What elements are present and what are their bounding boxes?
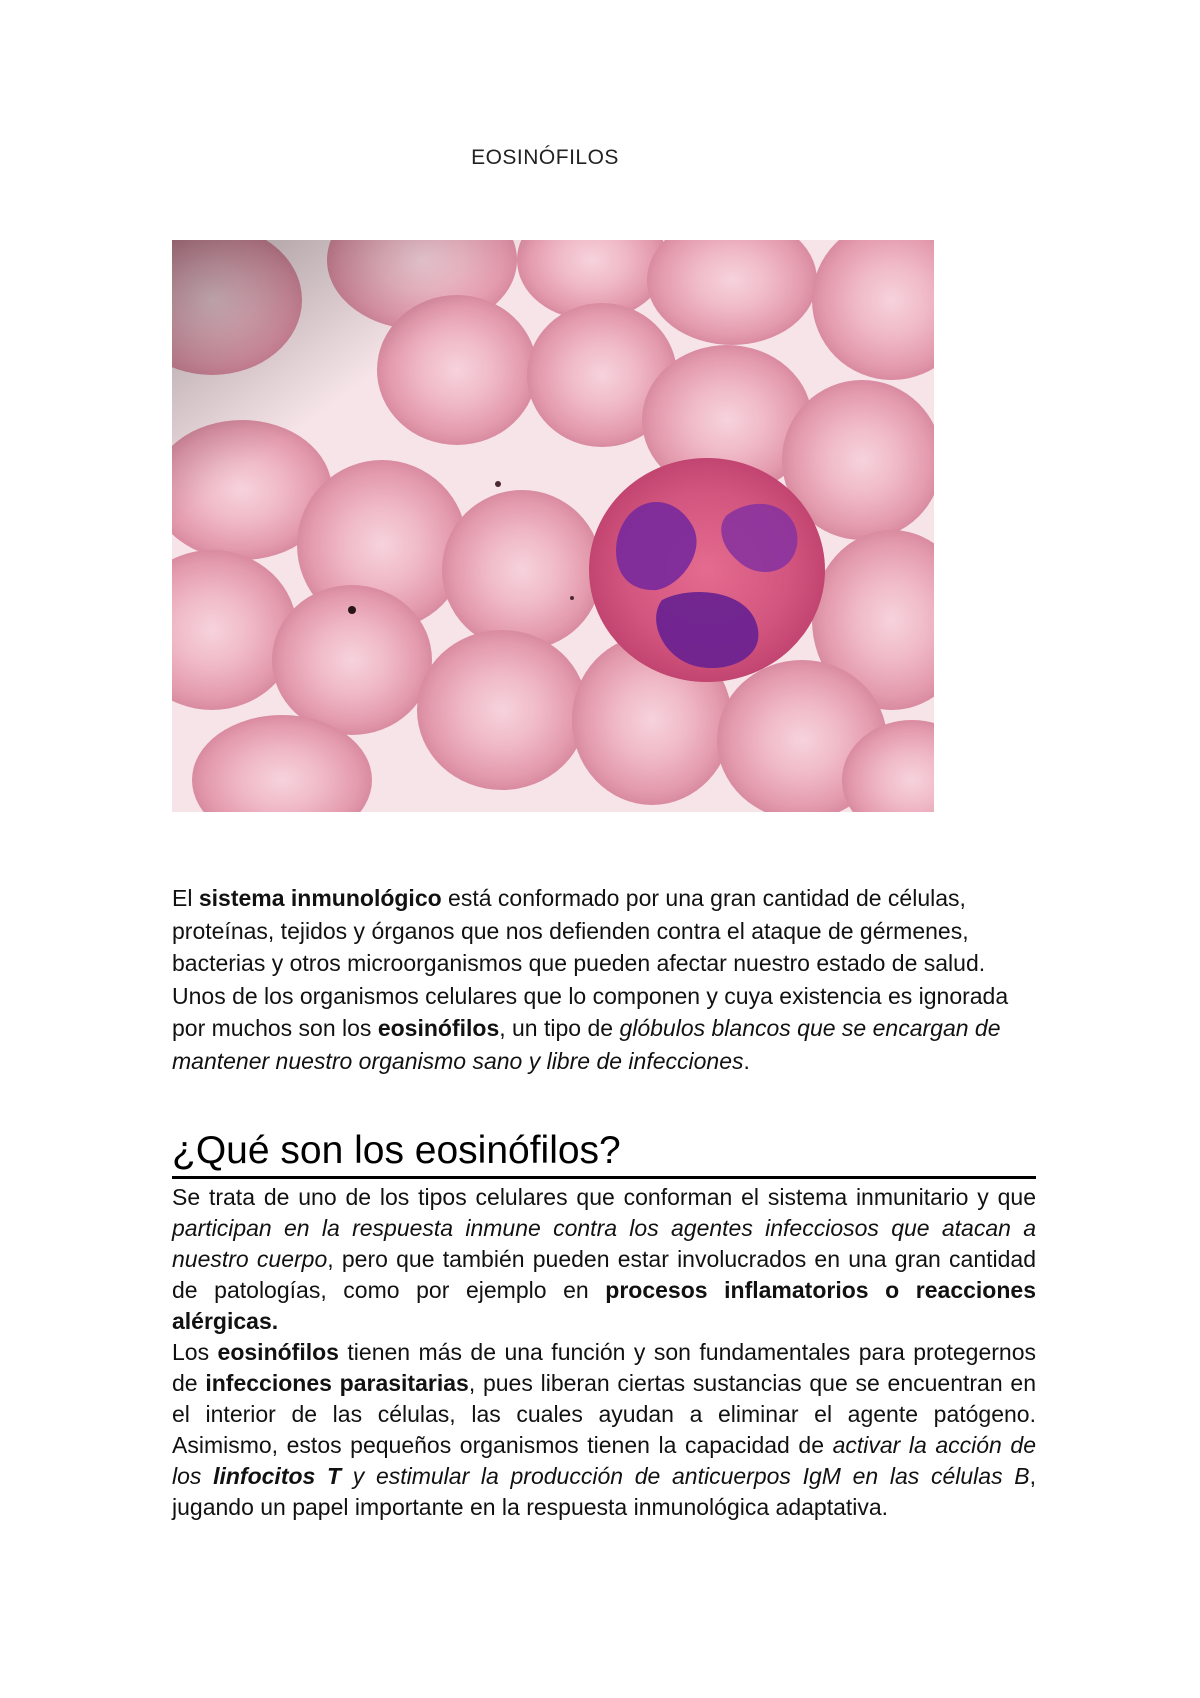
section-paragraph-1: Se trata de uno de los tipos celulares que conforman el sistema inmunitario y que participan en la respuesta inmune contra los agentes infecciosos que atacan a nuestro cuerpo, pero que también pueden estar involucrados en una gran cantidad de patologías, como por ejemplo en procesos inflamatorios o reacciones alérgicas. — [172, 1184, 1037, 1334]
term-linfocitos-t: linfocitos T — [213, 1463, 342, 1489]
term-sistema-inmunologico: sistema inmunológico — [198, 885, 442, 911]
intro-paragraph — [172, 882, 1036, 1077]
eosinophil-micrograph — [172, 240, 934, 812]
intro-text: El sistema inmunológico está conformado por una gran cantidad de células, proteínas, tejidos y órganos que nos defienden contra el ataque de gérmenes, bacterias y otros microorganismos que pueden afectar nuestro estado de salud. Unos de los organismos celulares que lo componen y cuya existencia es ignorada por muchos son los eosinófilos, un tipo de glóbulos blancos que se encargan de mantener nuestro organismo sano y libre de infecciones. — [172, 885, 1009, 1074]
section-heading: ¿Qué son los eosinófilos? — [172, 1128, 1036, 1179]
document-title: EOSINÓFILOS — [471, 146, 619, 169]
italic-globulos-blancos: glóbulos blancos que se encargan de mantener nuestro organismo sano y libre de infecciones — [172, 1015, 1001, 1074]
section-paragraph-2: Los eosinófilos tienen más de una función y son fundamentales para protegernos de infecciones parasitarias, pues liberan ciertas sustancias que se encuentran en el interior de las células, las cuales ayudan a eliminar el agente patógeno. Asimismo, estos pequeños organismos tienen la capacidad de activar la acción de los linfocitos T y estimular la producción de anticuerpos IgM en las células B, jugando un papel importante en la respuesta inmunológica adaptativa. — [172, 1339, 1036, 1520]
term-procesos-inflamatorios: procesos inflamatorios o reacciones alérgicas. — [172, 1277, 1036, 1334]
term-eosinofilos: eosinófilos — [377, 1015, 500, 1041]
section-body — [172, 1182, 1036, 1523]
term-infecciones-parasitarias: infecciones parasitarias — [205, 1370, 469, 1396]
micrograph-image — [172, 240, 934, 812]
